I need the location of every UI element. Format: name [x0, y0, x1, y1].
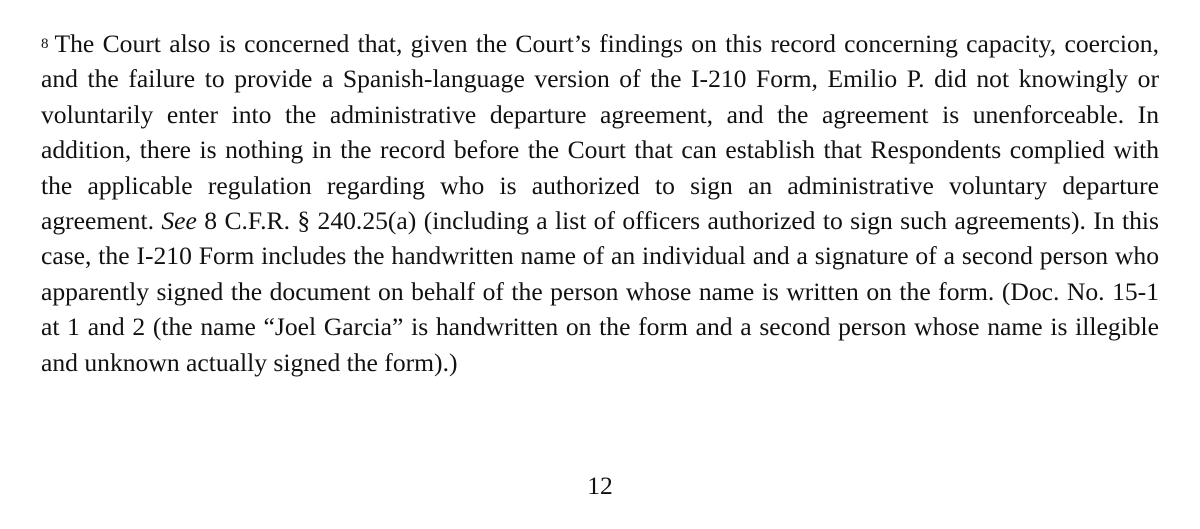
page-number: 12	[587, 471, 613, 500]
footnote-paragraph	[41, 26, 1159, 380]
citation-signal: See	[161, 206, 197, 236]
document-page	[41, 26, 1159, 380]
footnote-text-part1: The Court also is concerned that, given the Court’s findings on this record concerning capacity, coercion, and the failure to provide a Spanish-language version of the I-210 Form, Emilio P. did not knowingly or voluntarily enter into the administrative departure agreement, and the agreement is unenforceable. In addition, there is nothing in the record before the Court that can establish that Respondents complied with the applicable regulation regarding who is authorized to sign an administrative voluntary departure agreement.	[41, 29, 1159, 236]
footnote-number: 8	[41, 36, 49, 52]
footnote-text-part2: 8 C.F.R. § 240.25(a) (including a list of officers authorized to sign such agreements). In this case, the I-210 Form includes the handwritten name of an individual and a signature of a second person who apparently signed the document on behalf of the person whose name is written on the form. (Doc. No. 15-1 at 1 and 2 (the name “Joel Garcia” is handwritten on the form and a second person whose name is illegible and unknown actually signed the form).)	[41, 206, 1159, 377]
